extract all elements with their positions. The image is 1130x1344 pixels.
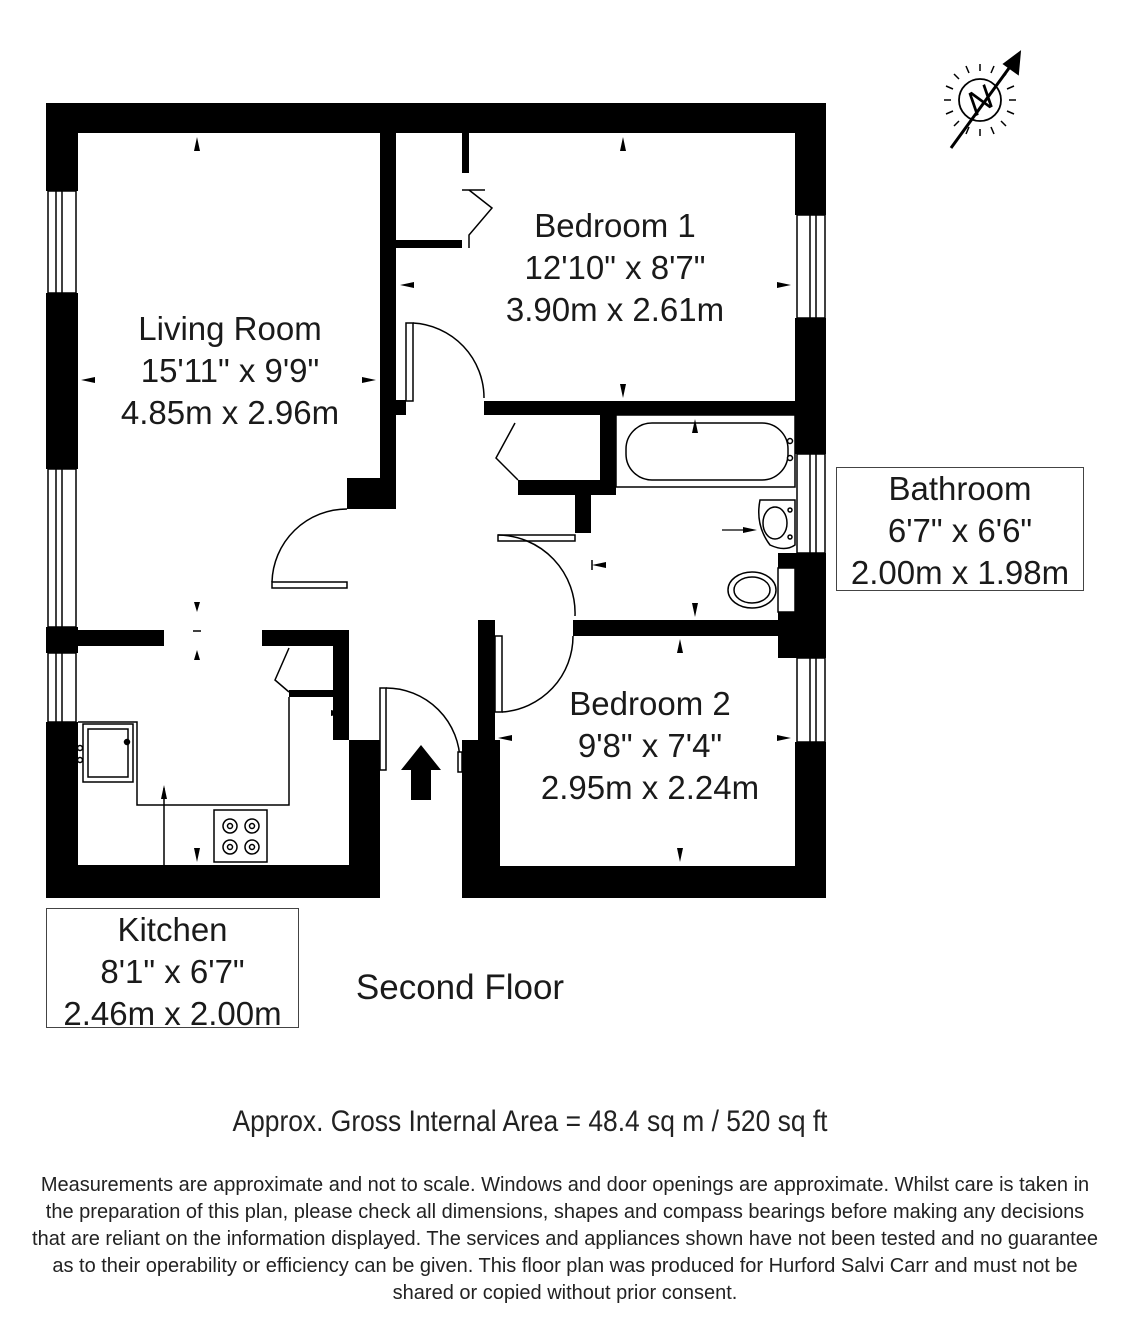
bathroom-metric: 2.00m x 1.98m xyxy=(850,554,1070,591)
bedroom1-imperial: 12'10" x 8'7" xyxy=(524,249,706,286)
living-room-name: Living Room xyxy=(138,310,322,347)
entrance-arrow-icon xyxy=(401,745,441,800)
bathroom-label xyxy=(836,467,1084,591)
north-compass-icon xyxy=(944,52,1020,148)
bedroom1-name: Bedroom 1 xyxy=(534,207,696,244)
bedroom1-label xyxy=(470,205,760,331)
kitchen-imperial: 8'1" x 6'7" xyxy=(100,953,245,990)
bathroom-name: Bathroom xyxy=(888,470,1032,507)
bedroom2-metric: 2.95m x 2.24m xyxy=(540,769,760,806)
bedroom2-imperial: 9'8" x 7'4" xyxy=(577,727,723,764)
bathroom-fixtures xyxy=(616,415,795,612)
compass-letter: N xyxy=(960,78,1001,124)
kitchen-label xyxy=(46,908,299,1032)
kitchen-name: Kitchen xyxy=(117,911,228,948)
bathroom-imperial: 6'7" x 6'6" xyxy=(887,512,1033,549)
living-room-imperial: 15'11" x 9'9" xyxy=(140,352,320,389)
floor-name: Second Floor xyxy=(355,968,565,1007)
living-room-label xyxy=(90,308,370,434)
bedroom2-name: Bedroom 2 xyxy=(569,685,731,722)
living-room-metric: 4.85m x 2.96m xyxy=(120,394,340,431)
bedroom2-label xyxy=(510,683,790,809)
gross-internal-area: Approx. Gross Internal Area = 48.4 sq m / 520 sq ft xyxy=(232,1105,828,1138)
disclaimer-text: Measurements are approximate and not to scale. Windows and door openings are approximate. Whilst care is taken in the preparation of this plan, please check all dimensions, shapes and compass bearings before making any decisions that are reliant on the information displayed. The services and appliances shown have not been tested and no guarantee as to their operability or efficiency can be given. This floor plan was produced for Hurford Salvi Carr and must not be shared or copied without prior consent. xyxy=(32,1174,1098,1304)
kitchen-metric: 2.46m x 2.00m xyxy=(63,995,282,1032)
bedroom1-metric: 3.90m x 2.61m xyxy=(505,291,725,328)
